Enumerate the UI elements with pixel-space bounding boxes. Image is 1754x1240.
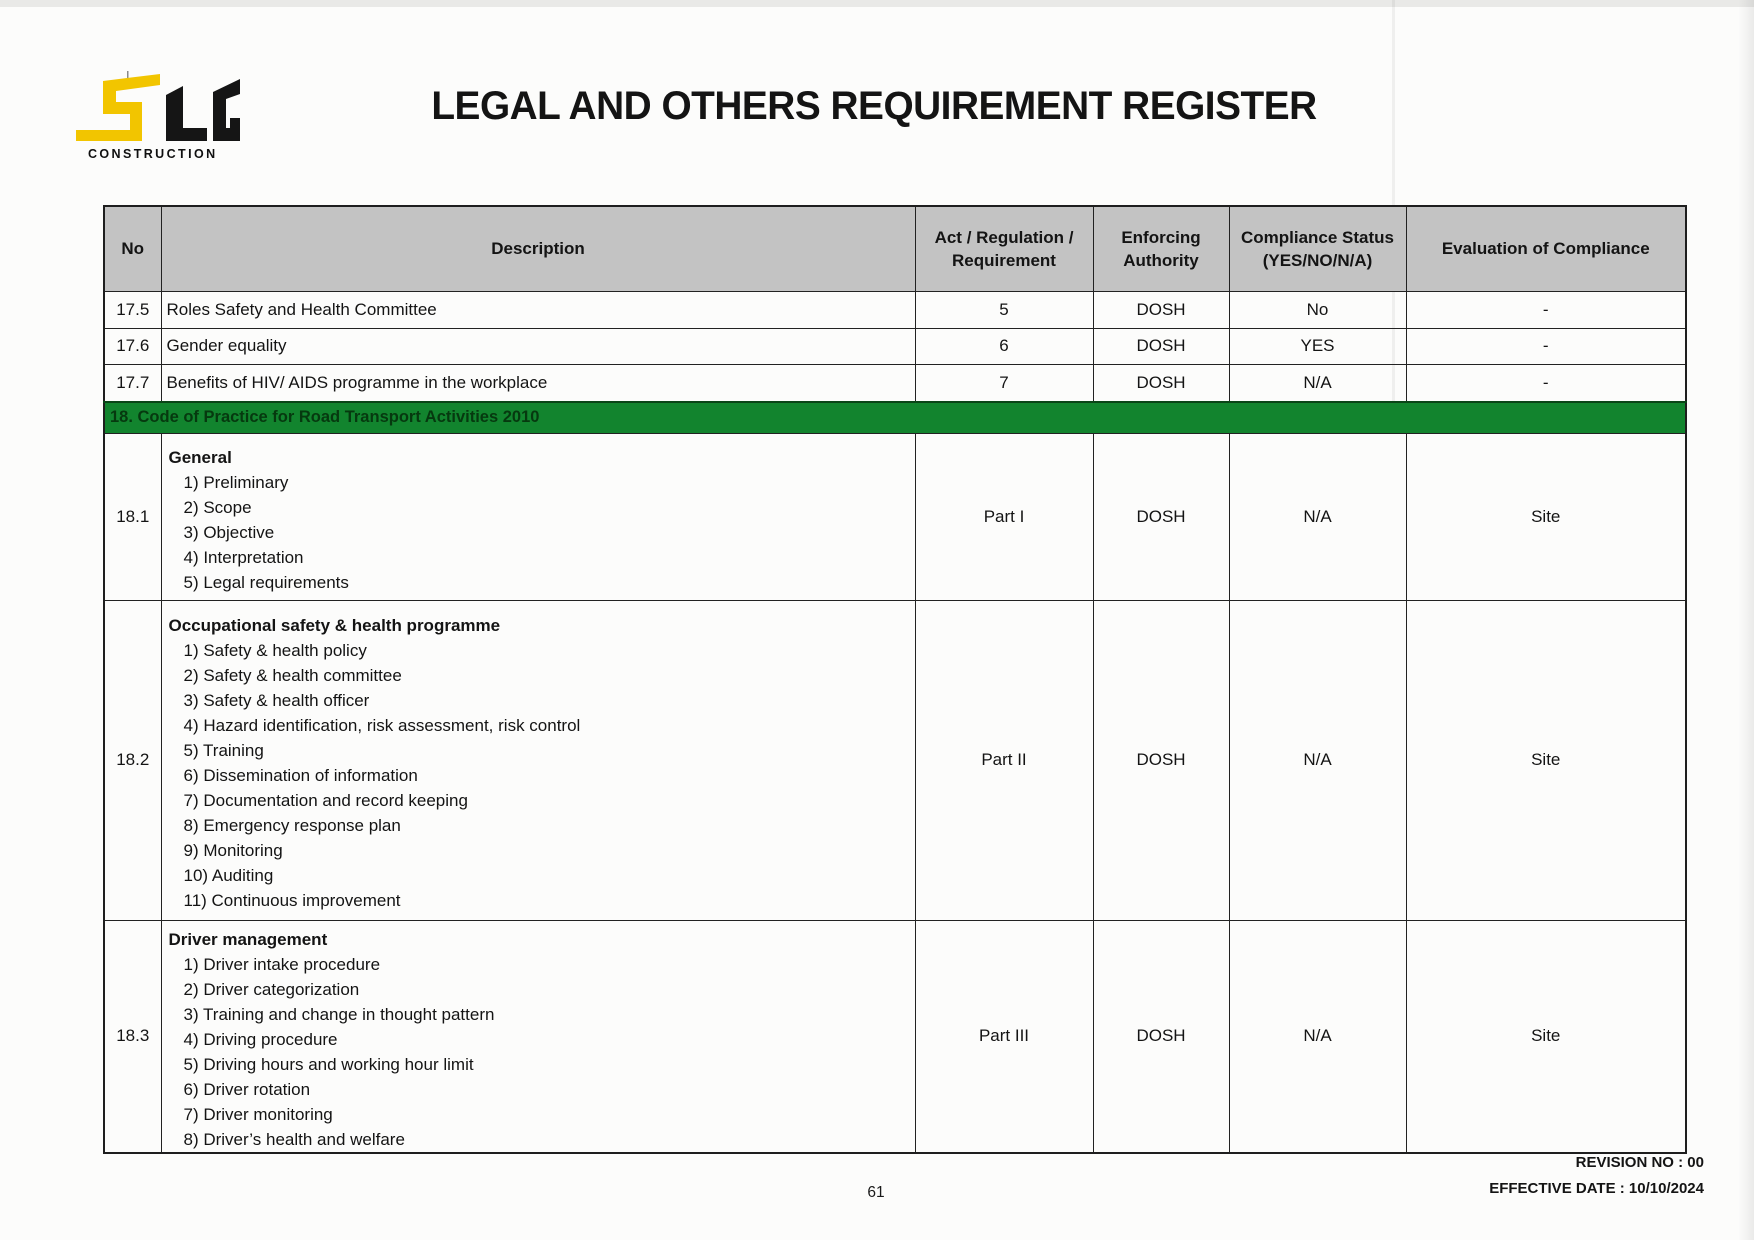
cell-status: No	[1229, 291, 1406, 328]
table-row	[104, 291, 1686, 328]
cell-description: Roles Safety and Health Committee	[161, 291, 915, 328]
cell-authority: DOSH	[1093, 600, 1229, 920]
section-header: 18. Code of Practice for Road Transport Activities 2010	[104, 402, 1686, 433]
cell-evaluation: Site	[1406, 600, 1686, 920]
table-header-row	[104, 206, 1686, 291]
description-item: 8) Driver’s health and welfare	[183, 1129, 405, 1149]
description-item: 5) Driving hours and working hour limit	[183, 1054, 474, 1074]
description-item: 7) Driver monitoring	[183, 1104, 333, 1124]
col-header-no: No	[104, 206, 161, 291]
col-header-evaluation: Evaluation of Compliance	[1406, 206, 1686, 291]
cell-no: 17.7	[104, 364, 161, 402]
cell-description: Gender equality	[161, 328, 915, 364]
cell-act: 6	[915, 328, 1093, 364]
description-heading: Occupational safety & health programme	[168, 616, 501, 635]
cell-description	[161, 433, 915, 600]
col-header-description: Description	[161, 206, 915, 291]
description-item: 1) Preliminary	[183, 472, 289, 492]
cell-authority: DOSH	[1093, 328, 1229, 364]
description-item: 4) Hazard identification, risk assessment, risk control	[183, 716, 581, 735]
cell-no: 17.5	[104, 291, 161, 328]
description-heading: Driver management	[168, 929, 328, 949]
description-item: 4) Interpretation	[183, 547, 304, 567]
description-item: 11) Continuous improvement	[183, 891, 401, 910]
description-item: 10) Auditing	[183, 866, 274, 885]
description-item: 5) Legal requirements	[183, 572, 349, 592]
description-heading: General	[168, 447, 232, 467]
cell-authority: DOSH	[1093, 291, 1229, 328]
logo-subtitle: CONSTRUCTION	[88, 147, 218, 161]
cell-authority: DOSH	[1093, 433, 1229, 600]
cell-status: N/A	[1229, 433, 1406, 600]
slg-construction-logo-icon	[70, 68, 245, 168]
scan-edge-artifact	[1738, 0, 1754, 1240]
cell-no: 17.6	[104, 328, 161, 364]
description-item: 8) Emergency response plan	[183, 816, 401, 835]
scan-edge-artifact	[0, 0, 1754, 7]
col-header-authority: Enforcing Authority	[1093, 206, 1229, 291]
cell-act: Part III	[915, 920, 1093, 1153]
cell-status: N/A	[1229, 364, 1406, 402]
description-item: 1) Safety & health policy	[183, 641, 367, 660]
description-item: 1) Driver intake procedure	[183, 954, 381, 974]
description-item: 6) Dissemination of information	[183, 766, 418, 785]
company-logo	[70, 68, 245, 168]
cell-description: Benefits of HIV/ AIDS programme in the workplace	[161, 364, 915, 402]
cell-authority: DOSH	[1093, 920, 1229, 1153]
cell-no: 18.2	[104, 600, 161, 920]
section-header-row	[104, 402, 1686, 433]
cell-no: 18.3	[104, 920, 161, 1153]
cell-status: N/A	[1229, 600, 1406, 920]
cell-status: N/A	[1229, 920, 1406, 1153]
cell-act: 7	[915, 364, 1093, 402]
table-row	[104, 920, 1686, 1153]
cell-no: 18.1	[104, 433, 161, 600]
description-item: 3) Training and change in thought pattern	[183, 1004, 495, 1024]
description-item: 3) Safety & health officer	[183, 691, 370, 710]
description-item: 3) Objective	[183, 522, 275, 542]
cell-description	[161, 600, 915, 920]
effective-date: EFFECTIVE DATE : 10/10/2024	[1489, 1180, 1704, 1197]
cell-evaluation: -	[1406, 364, 1686, 402]
cell-status: YES	[1229, 328, 1406, 364]
cell-act: 5	[915, 291, 1093, 328]
description-item: 4) Driving procedure	[183, 1029, 338, 1049]
description-item: 2) Driver categorization	[183, 979, 360, 999]
page-title: LEGAL AND OTHERS REQUIREMENT REGISTER	[431, 84, 1317, 128]
cell-act: Part I	[915, 433, 1093, 600]
table-row	[104, 364, 1686, 402]
table-row	[104, 328, 1686, 364]
col-header-status: Compliance Status (YES/NO/N/A)	[1229, 206, 1406, 291]
cell-act: Part II	[915, 600, 1093, 920]
description-item: 2) Safety & health committee	[183, 666, 402, 685]
page-number: 61	[867, 1184, 885, 1201]
description-item: 5) Training	[183, 741, 264, 760]
legal-requirement-table	[103, 205, 1687, 1154]
description-item: 9) Monitoring	[183, 841, 283, 860]
cell-evaluation: -	[1406, 328, 1686, 364]
col-header-act: Act / Regulation / Requirement	[915, 206, 1093, 291]
description-item: 7) Documentation and record keeping	[183, 791, 468, 810]
cell-evaluation: Site	[1406, 433, 1686, 600]
cell-description	[161, 920, 915, 1153]
table-row	[104, 433, 1686, 600]
document-control-block	[1489, 1150, 1704, 1202]
cell-evaluation: -	[1406, 291, 1686, 328]
cell-authority: DOSH	[1093, 364, 1229, 402]
cell-evaluation: Site	[1406, 920, 1686, 1153]
description-item: 6) Driver rotation	[183, 1079, 311, 1099]
description-item: 2) Scope	[183, 497, 252, 517]
table-row	[104, 600, 1686, 920]
revision-number: REVISION NO : 00	[1575, 1154, 1704, 1171]
